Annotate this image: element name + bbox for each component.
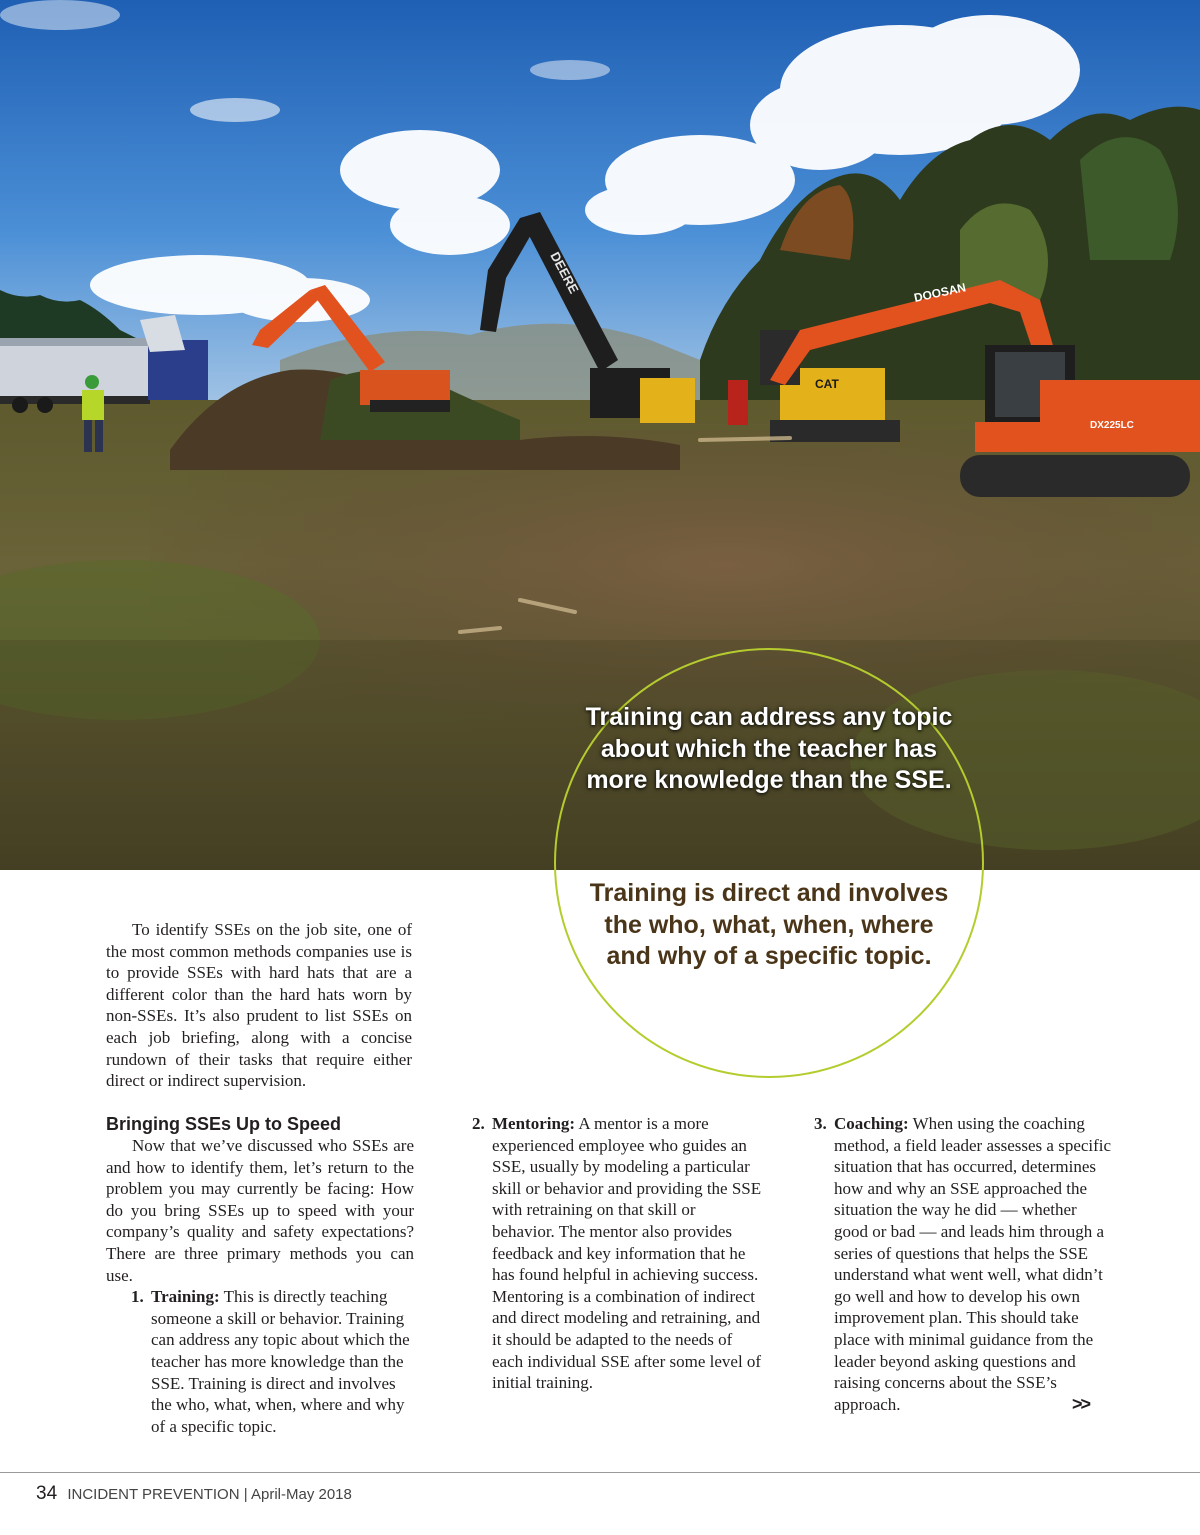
column-3	[814, 1113, 1114, 1415]
list-number: 3.	[814, 1114, 827, 1133]
deere-label: DEERE	[547, 249, 582, 296]
list-item-coaching	[814, 1113, 1114, 1415]
doosan-label: DOOSAN	[912, 280, 968, 305]
list-term: Coaching:	[834, 1114, 909, 1133]
footer-separator: |	[243, 1486, 248, 1503]
list-number: 2.	[472, 1114, 485, 1133]
cat-label: CAT	[815, 377, 839, 391]
list-text: A mentor is a more experienced employee who guides an SSE, usually by modeling a particular skill or behavior and providing the SSE with retraining on that skill or behavior. The mentor also provides feedback and key information that he has found helpful in achieving success. Mentoring is a combination of indirect and direct modeling and retraining, and it should be adapted to the needs of each individual SSE after some level of initial training.	[492, 1114, 762, 1393]
list-item-training	[131, 1286, 414, 1437]
list-term: Mentoring:	[492, 1114, 576, 1133]
page-number: 34	[36, 1483, 58, 1504]
column-1	[106, 1113, 414, 1437]
issue-date: April-May 2018	[250, 1486, 352, 1503]
pull-quote-bottom: Training is direct and involves the who, what, when, where and why of a specific topic.	[589, 879, 949, 970]
grapple-attachment	[728, 380, 748, 425]
section-heading: Bringing SSEs Up to Speed	[106, 1114, 342, 1134]
footer-divider	[0, 1472, 1200, 1473]
model-label: DX225LC	[1090, 420, 1134, 431]
list-number: 1.	[131, 1287, 144, 1307]
column-2	[472, 1113, 762, 1394]
list-text: This is directly teaching someone a skill or behavior. Training can address any topic about which the teacher has more knowledge than the SSE. Training is direct and involves the who, what, when, where and why of a specific topic.	[151, 1287, 410, 1436]
trailer	[0, 338, 160, 413]
list-text: When using the coaching method, a field leader assesses a specific situation that has occurred, determines how and why an SSE approached the situation the way he did — whether good or bad — and leads him through a series of questions that helps the SSE understand what went well, what didn’t go well and how to develop his own improvement plan. This should take place with minimal guidance from the leader beyond asking questions and raising concerns about the SSE’s approach.	[834, 1114, 1112, 1414]
continue-arrow-icon: >>	[1072, 1394, 1090, 1414]
list-term: Training:	[151, 1287, 220, 1307]
section-intro: Now that we’ve discussed who SSEs are and how to identify them, let’s return to the problem you may currently be facing: How do you bring SSEs up to speed with your company’s quality and safety expectations? There are three primary methods you can use.	[106, 1136, 414, 1285]
publication-name: INCIDENT PREVENTION	[67, 1486, 240, 1503]
list-item-mentoring	[472, 1113, 762, 1394]
intro-paragraph: To identify SSEs on the job site, one of the most common methods companies use is to provide SSEs with hard hats that are a different color than the hard hats worn by non-SSEs. It’s also prudent to list SSEs on each job briefing, along with a concise rundown of their tasks that require either direct or indirect supervision.	[106, 920, 412, 1091]
pull-quote-top: Training can address any topic about which the teacher has more knowledge than the SSE.	[585, 703, 953, 794]
page-footer	[36, 1483, 352, 1505]
